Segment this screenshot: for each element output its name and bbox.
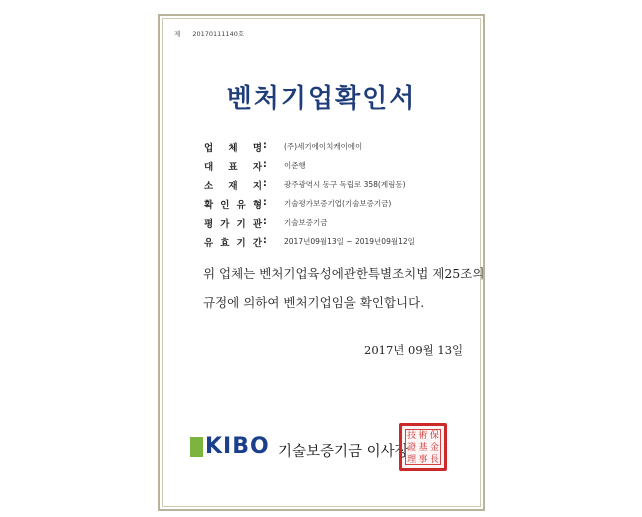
field-colon: : xyxy=(263,140,267,151)
field-colon: : xyxy=(263,235,267,246)
field-value: 광주광역시 동구 독립로 358(계림동) xyxy=(284,180,406,189)
field-value: 기술평가보증기업(기술보증기금) xyxy=(284,199,392,208)
issuer-name: 기술보증기금 이사장 xyxy=(278,444,409,460)
field-label: 평 가 기 관 xyxy=(204,219,262,230)
field-value: 2017년09월13일 ~ 2019년09월12일 xyxy=(284,237,415,246)
field-value: 이준행 xyxy=(284,161,306,170)
logo-accent-bar xyxy=(190,437,203,457)
field-label: 대 표 자 xyxy=(204,162,262,173)
field-colon: : xyxy=(263,178,267,189)
field-label: 업 체 명 xyxy=(204,143,262,154)
field-colon: : xyxy=(263,197,267,208)
issue-date: 2017년 09월 13일 xyxy=(364,343,464,357)
field-label: 유 효 기 간 xyxy=(204,238,262,249)
field-value: (주)세기에이치케이에이 xyxy=(284,142,363,151)
statement-line-1: 위 업체는 벤처기업육성에관한특별조치법 제25조의 xyxy=(203,266,485,281)
official-seal-stamp xyxy=(399,423,447,471)
kibo-logo xyxy=(190,434,270,460)
statement-line-2: 규정에 의하여 벤처기업임을 확인합니다. xyxy=(203,295,425,310)
serial-prefix: 제 xyxy=(174,30,181,38)
field-colon: : xyxy=(263,159,267,170)
certificate-statement xyxy=(203,264,485,322)
seal-characters: 技 術 保 證 基 金 理 事 長 xyxy=(405,429,441,465)
serial-number: 20170111140호 xyxy=(192,30,245,38)
serial-number-line xyxy=(174,29,244,38)
field-colon: : xyxy=(263,216,267,227)
field-value: 기술보증기금 xyxy=(284,218,328,227)
field-label: 소 재 지 xyxy=(204,181,262,192)
field-label: 확 인 유 형 xyxy=(204,200,262,211)
certificate-title: 벤처기업확인서 xyxy=(226,84,417,114)
logo-wordmark: KIBO xyxy=(205,434,270,459)
